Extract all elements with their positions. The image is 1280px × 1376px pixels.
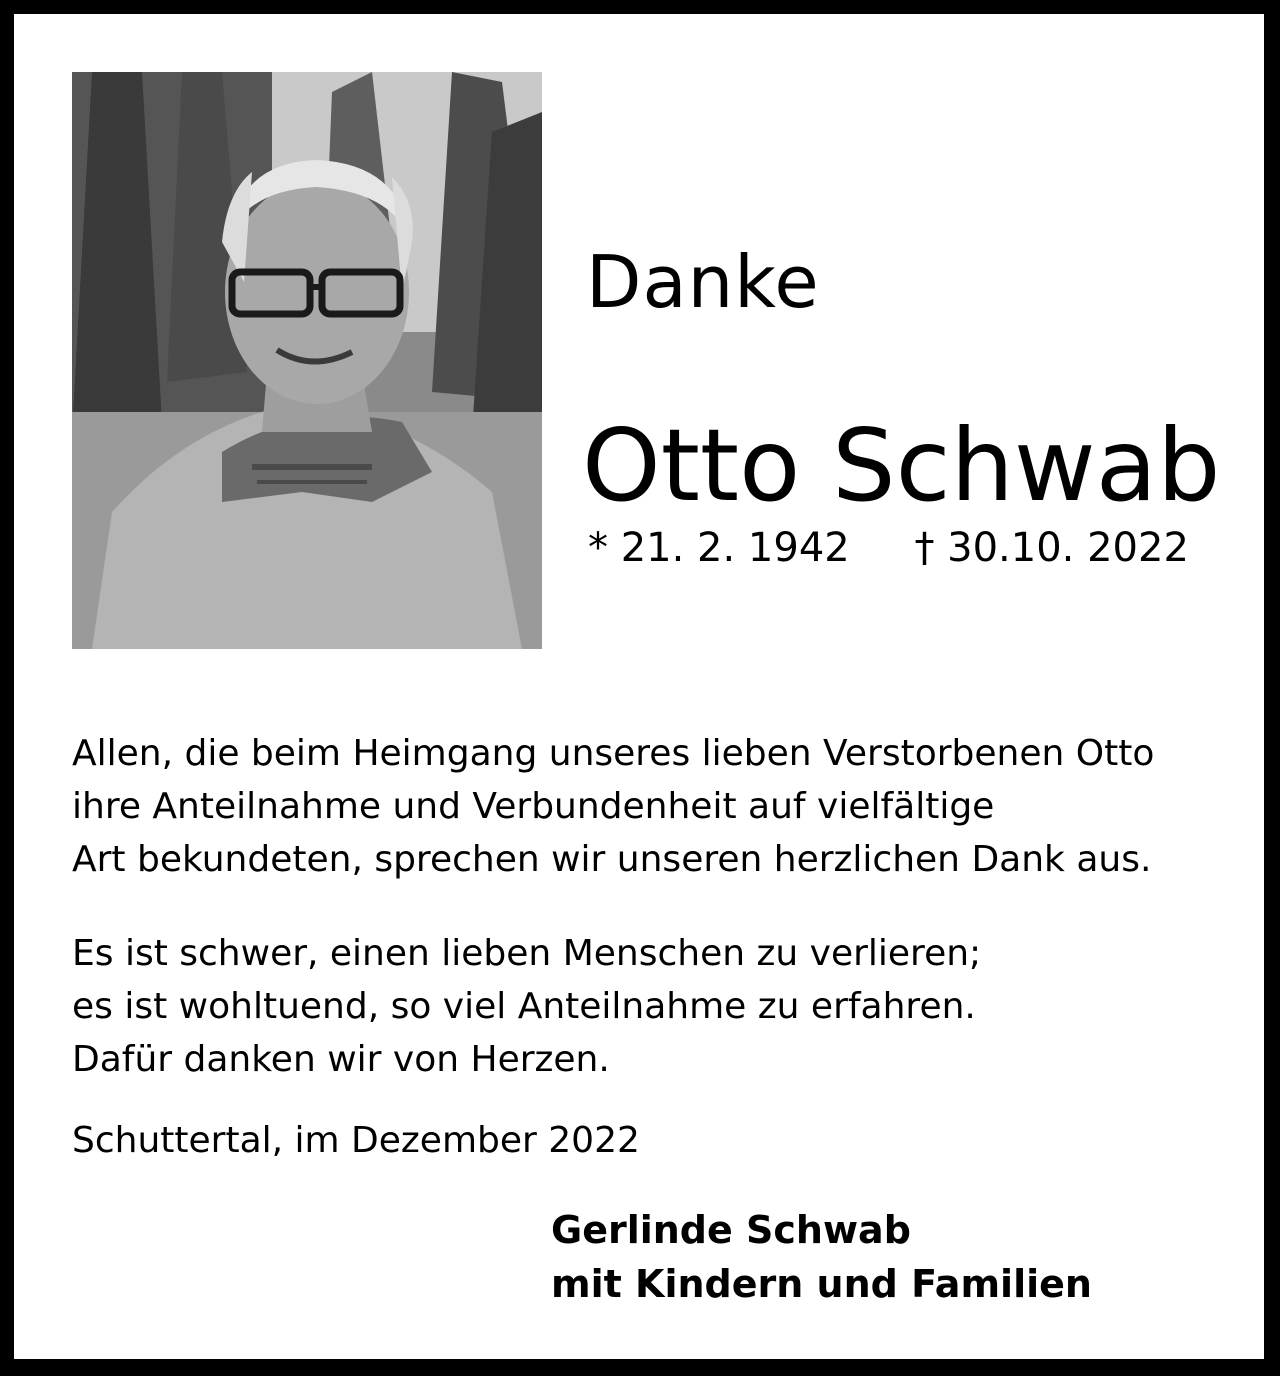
comfort-paragraph xyxy=(72,927,981,1086)
thanks-paragraph xyxy=(72,727,1154,886)
text-line: Art bekundeten, sprechen wir unseren herzlichen Dank aus. xyxy=(72,839,1152,880)
text-line: Dafür danken wir von Herzen. xyxy=(72,1039,610,1080)
title-danke: Danke xyxy=(586,240,820,324)
death-date: † 30.10. 2022 xyxy=(914,525,1189,571)
signature-family: mit Kindern und Familien xyxy=(551,1262,1092,1306)
text-line: ihre Anteilnahme und Verbundenheit auf vielfältige xyxy=(72,786,995,827)
signature-name: Gerlinde Schwab xyxy=(551,1208,911,1252)
portrait-photo xyxy=(72,72,542,649)
text-line: Allen, die beim Heimgang unseres lieben Verstorbenen Otto xyxy=(72,733,1155,774)
place-date: Schuttertal, im Dezember 2022 xyxy=(72,1120,640,1161)
text-line: Es ist schwer, einen lieben Menschen zu verlieren; xyxy=(72,933,982,974)
obituary-card xyxy=(14,14,1264,1359)
signature xyxy=(551,1203,1092,1311)
text-line: es ist wohltuend, so viel Anteilnahme zu erfahren. xyxy=(72,986,976,1027)
life-dates xyxy=(588,525,1189,571)
deceased-name: Otto Schwab xyxy=(582,407,1221,524)
birth-date: * 21. 2. 1942 xyxy=(588,525,850,571)
